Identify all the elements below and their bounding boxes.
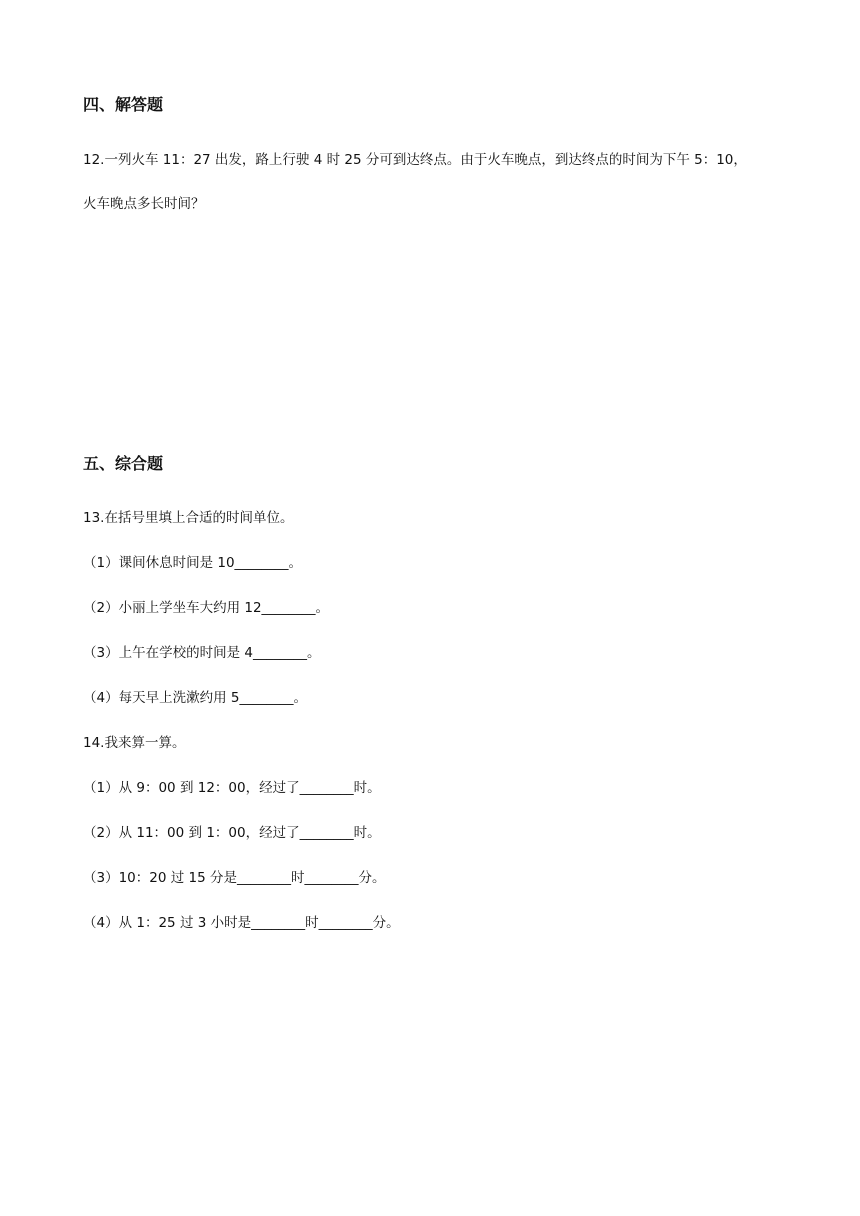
question-14-stem: 14.我来算一算。	[83, 735, 186, 751]
question-14-item-4: （4）从 1：25 过 3 小时是________时________分。	[83, 915, 400, 931]
question-12-text-line2: 火车晚点多长时间？	[83, 196, 205, 212]
question-13-item-3: （3）上午在学校的时间是 4________。	[83, 645, 321, 661]
question-13-item-1: （1）课间休息时间是 10________。	[83, 555, 303, 571]
question-14-item-1: （1）从 9：00 到 12：00，经过了________时。	[83, 780, 381, 796]
question-12-text-line1: 12.一列火车 11：27 出发，路上行驶 4 时 25 分可到达终点。由于火车晚点，到达终点的时间为下午 5：10，	[83, 152, 747, 168]
question-13-stem: 13.在括号里填上合适的时间单位。	[83, 510, 294, 526]
question-13-item-2: （2）小丽上学坐车大约用 12________。	[83, 600, 330, 616]
section-heading-5: 五、综合题	[83, 454, 164, 473]
answer-space	[83, 220, 773, 440]
question-14-item-2: （2）从 11：00 到 1：00，经过了________时。	[83, 825, 381, 841]
section-heading-4: 四、解答题	[83, 95, 164, 114]
question-14-item-3: （3）10：20 过 15 分是________时________分。	[83, 870, 386, 886]
question-13-item-4: （4）每天早上洗漱约用 5________。	[83, 690, 307, 706]
